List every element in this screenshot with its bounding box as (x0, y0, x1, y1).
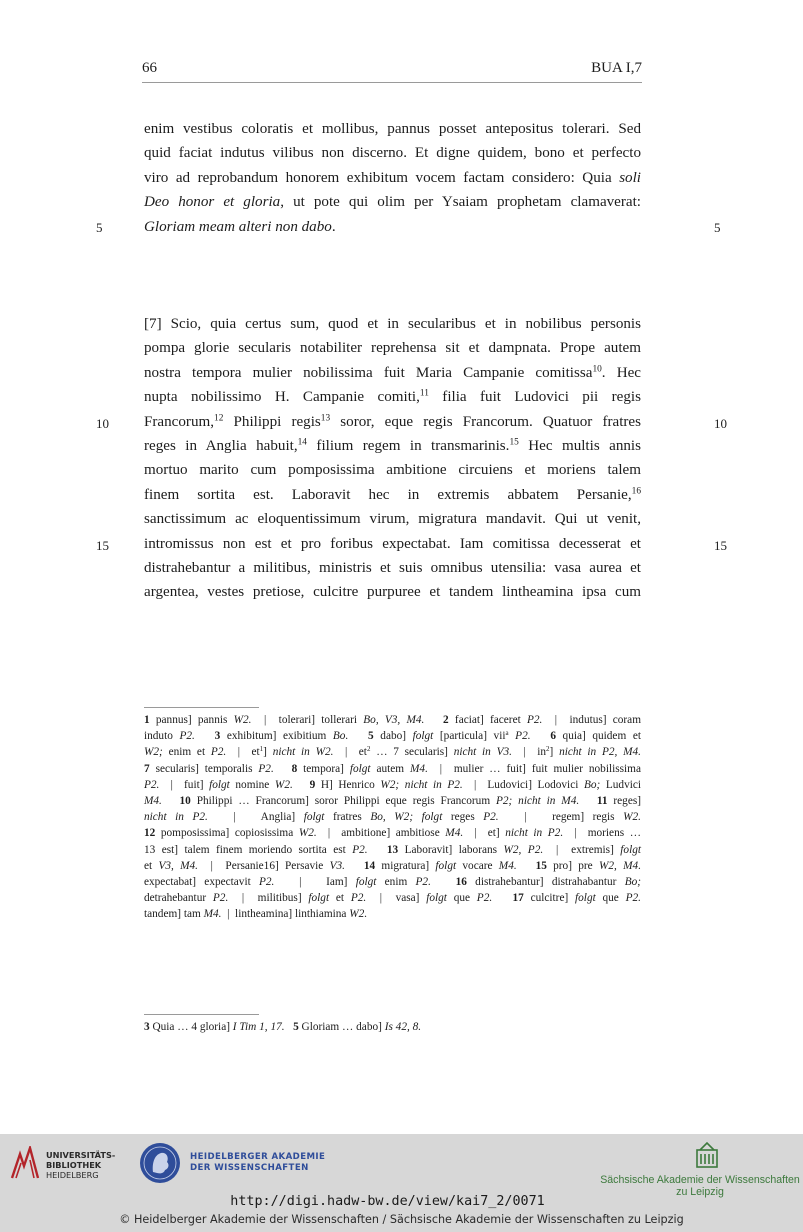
text-line: Deo honor et gloria, ut pote qui olim per Ysaiam prophetam clamaverat: (144, 194, 641, 211)
permalink-url[interactable]: http://digi.hadw-bw.de/view/kai7_2/0071 (230, 1194, 545, 1209)
academy-seal-icon (139, 1142, 181, 1184)
university-library-logo-icon (10, 1146, 40, 1180)
apparatus-rule (144, 707, 259, 708)
text-line: Gloriam meam alteri non dabo. (144, 218, 336, 235)
apparatus-line: 7 secularis] temporalis P2. 8 tempora] folgt autem M4. | mulier … fuit] fuit mulier nobilissima (144, 762, 641, 775)
footnote-marker: 13 (320, 413, 331, 424)
footnote-marker: 11 (419, 388, 429, 399)
apparatus-line: W2; enim et P2. | $et^1$] nicht in W2. | $et^2$ … 7 secularis] nicht in V3. | $in^2$] nicht in P2, M4. (144, 745, 641, 759)
line-number-left: 5 (96, 220, 103, 235)
page-number: 66 (142, 60, 157, 76)
text-line: pompa glorie secularis notabiliter reprehensa sit et dampnata. Prope autem (144, 340, 641, 357)
footnote-marker: 15 (509, 437, 519, 448)
copyright-notice: © Heidelberger Akademie der Wissenschaften / Sächsische Akademie der Wissenschaften zu Leipzig (119, 1213, 684, 1226)
line-number-right: 15 (714, 538, 727, 553)
line-number-right: 10 (714, 416, 727, 431)
apparatus-line: 13 est] talem finem moriendo sortita est P2. 13 Laboravit] laborans W2, P2. | extremis] folgt (144, 843, 642, 856)
sources-apparatus (144, 1019, 641, 1035)
apparatus-line: et V3, M4. | Persanie16] Persavie V3. 14 migratura] folgt vocare M4. 15 pro] pre W2, M4. (144, 859, 642, 872)
apparatus-line: 12 pomposissima] copiosissima W2. | ambitione] ambitiose M4. | et] nicht in P2. | moriens … (144, 827, 641, 840)
text-line: intromissus non est et pro foribus expectabat. Iam comitissa decesserat et (144, 535, 641, 552)
running-header (142, 60, 642, 83)
footer-banner (0, 1134, 803, 1232)
apparatus-line: 1 pannus] pannis W2. | tolerari] tollerari Bo, V3, M4. 2 faciat] faceret P2. | indutus] coram (144, 714, 641, 726)
apparatus-line: 3 Quia … 4 gloria] I Tim 1, 17. 5 Gloriam … dabo] Is 42, 8. (144, 1021, 422, 1033)
text-line: viro ad reprobandum honorem exhibitum vocem factam considero: Quia soli (144, 169, 641, 186)
saxon-academy-logo-icon (696, 1142, 718, 1168)
apparatus-line: M4. 10 Philippi … Francorum] soror Philippi eque regis Francorum P2; nicht in M4. 11 reges] (144, 795, 641, 808)
university-library-name: UNIVERSITÄTS- BIBLIOTHEK HEIDELBERG (46, 1150, 116, 1180)
footnote-marker: 10 (592, 364, 602, 375)
text-line: finem sortita est. Laboravit hec in extremis abbatem Persanie,$^{16}$ (144, 486, 641, 503)
section-reference: BUA I,7 (591, 60, 642, 76)
text-line: enim vestibus coloratis et mollibus, pannus posset antepositus tolerari. Sed (144, 121, 641, 137)
text-line: nostra tempora mulier nobilissima fuit Maria Campanie comitissa$^{10}$. Hec (144, 364, 641, 381)
text-line: nupta nobilissimo H. Campanie comiti,$^{11}$ filia fuit Ludovici pii regis (144, 388, 641, 406)
apparatus-line: detrahebantur P2. | militibus] folgt et P2. | vasa] folgt que P2. 17 culcitre] folgt que P2. (144, 892, 641, 905)
apparatus-line: induto P2. 3 exhibitum] exibitium Bo. 5 dabo] folgt [particula] vii$^a$ P2. 6 quia] quidem et (144, 729, 641, 743)
apparatus-line: P2. | fuit] folgt nomine W2. 9 H] Henrico W2; nicht in P2. | Ludovici] Lodovici Bo; Ludvici (144, 778, 642, 791)
text-line: argentea, vestes pretiose, culcitre purpuree et tandem lintheamina ipsa cum (144, 584, 641, 601)
main-text-paragraph-2 (144, 312, 641, 605)
apparatus-line: tandem] tam M4. | lintheamina] linthiamina W2. (144, 908, 368, 921)
text-line: distrahebantur a militibus, ministris et suis omnibus utensilia: vasa aurea et (144, 560, 641, 577)
footnote-marker: 12 (214, 413, 224, 424)
text-line: reges in Anglia habuit,$^{14}$ filium regem in transmarinis.$^{15}$ Hec multis annis (144, 437, 641, 455)
line-number-left: 10 (96, 416, 109, 431)
text-line: sanctissimum ac eloquentissimum virum, migratura mandavit. Qui ut venit, (144, 511, 641, 528)
critical-apparatus (144, 712, 641, 923)
footnote-marker: 16 (631, 486, 641, 497)
sources-rule (144, 1014, 259, 1015)
main-text-paragraph-1 (144, 117, 641, 239)
text-line: mortuo marito cum pomposissima ambitione circuiens et moriens talem (144, 462, 641, 479)
line-number-left: 15 (96, 538, 109, 553)
apparatus-line: expectabat] expectavit P2. | Iam] folgt enim P2. 16 distrahebantur] distrahabantur Bo; (144, 876, 641, 889)
text-line: quid faciat indutus vilibus non discerno. Et digne quidem, bono et perfecto (144, 145, 641, 162)
heidelberg-academy-name: HEIDELBERGER AKADEMIE DER WISSENSCHAFTEN (190, 1152, 326, 1173)
text-line: Francorum,$^{12}$ Philippi regis$^{13}$ soror, eque regis Francorum. Quatuor fratres (144, 413, 641, 430)
line-number-right: 5 (714, 220, 721, 235)
saxon-academy-name: Sächsische Akademie der Wissenschaften zu Leipzig (600, 1174, 800, 1198)
apparatus-line: nicht in P2. | Anglia] folgt fratres Bo, W2; folgt reges P2. | regem] regis W2. (144, 811, 641, 824)
text-line: [7] Scio, quia certus sum, quod et in secularibus et in nobilibus personis (144, 316, 641, 332)
footnote-marker: 14 (297, 437, 307, 448)
